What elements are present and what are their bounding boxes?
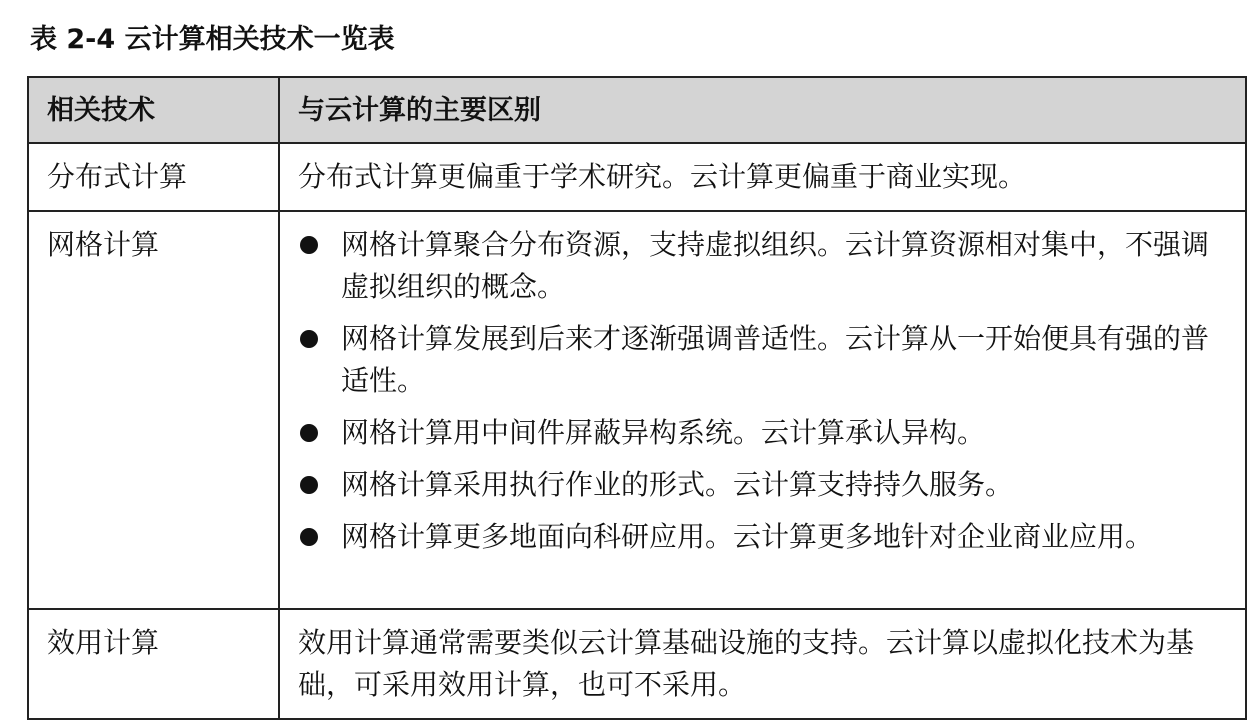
difference-cell: [279, 211, 1246, 609]
tech-name-cell: 网格计算: [28, 211, 279, 609]
bullet-text: 网格计算用中间件屏蔽异构系统。云计算承认异构。: [341, 416, 986, 449]
comparison-table: [27, 76, 1247, 720]
bullet-dot-icon: [300, 236, 318, 254]
bullet-item: [298, 412, 1229, 454]
difference-bullet-list: [298, 224, 1229, 558]
bullet-text: 网格计算采用执行作业的形式。云计算支持持久服务。: [341, 468, 1014, 501]
header-related-tech: 相关技术: [28, 77, 279, 143]
bullet-item: [298, 516, 1229, 558]
table-row-grid-computing: [28, 211, 1246, 609]
tech-name-cell: 分布式计算: [28, 143, 279, 211]
table-caption: 表 2-4 云计算相关技术一览表: [30, 24, 395, 55]
bullet-item: [298, 318, 1229, 402]
table-row-distributed-computing: [28, 143, 1246, 211]
table-row-utility-computing: [28, 609, 1246, 719]
header-main-difference: 与云计算的主要区别: [279, 77, 1246, 143]
bullet-text: 网格计算发展到后来才逐渐强调普适性。云计算从一开始便具有强的普适性。: [341, 322, 1210, 397]
bullet-dot-icon: [300, 330, 318, 348]
tech-name-cell: 效用计算: [28, 609, 279, 719]
difference-cell: 效用计算通常需要类似云计算基础设施的支持。云计算以虚拟化技术为基础，可采用效用计算，也可不采用。: [279, 609, 1246, 719]
bullet-item: [298, 224, 1229, 308]
bullet-dot-icon: [300, 528, 318, 546]
bullet-text: 网格计算聚合分布资源，支持虚拟组织。云计算资源相对集中，不强调虚拟组织的概念。: [341, 228, 1210, 303]
difference-cell: 分布式计算更偏重于学术研究。云计算更偏重于商业实现。: [279, 143, 1246, 211]
table-header-row: [28, 77, 1246, 143]
bullet-dot-icon: [300, 476, 318, 494]
bullet-text: 网格计算更多地面向科研应用。云计算更多地针对企业商业应用。: [341, 520, 1154, 553]
bullet-item: [298, 464, 1229, 506]
bullet-dot-icon: [300, 424, 318, 442]
